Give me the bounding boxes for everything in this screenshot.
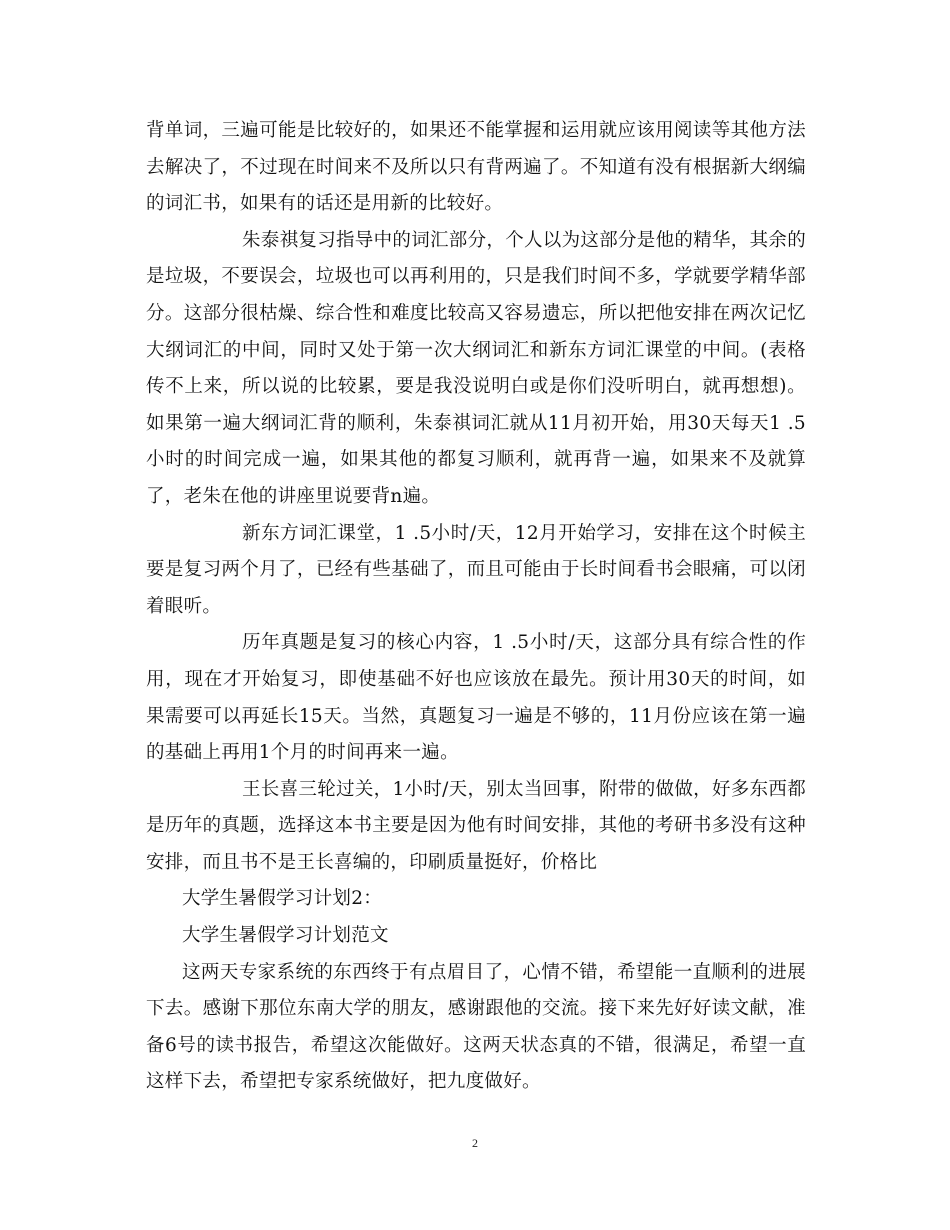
paragraph-new-oriental-class: 新东方词汇课堂，1 .5小时/天，12月开始学习，安排在这个时候主要是复习两个月了，已经有些基础了，而且可能由于长时间看书会眼痛，可以闭着眼听。 [146,522,806,617]
paragraph-expert-system-diary: 这两天专家系统的东西终于有点眉目了，心情不错，希望能一直顺利的进展下去。感谢下那位东南大学的朋友，感谢跟他的交流。接下来先好好读文献，准备6号的读书报告，希望这次能做好。这两天状态真的不错，很满足，希望一直这样下去，希望把专家系统做好，把九度做好。 [146,961,806,1093]
paragraph-wang-changxi-book: 王长喜三轮过关，1小时/天，别太当回事，附带的做做，好多东西都是历年的真题，选择这本书主要是因为他有时间安排，其他的考研书多没有这种安排，而且书不是王长喜编的，印刷质量挺好，价格比 [146,778,806,873]
paragraph-zhu-taiqi-vocabulary: 朱泰祺复习指导中的词汇部分，个人以为这部分是他的精华，其余的是垃圾，不要误会，垃圾也可以再利用的，只是我们时间不多，学就要学精华部分。这部分很枯燥、综合性和难度比较高又容易遗忘，所以把他安排在两次记忆大纲词汇的中间，同时又处于第一次大纲词汇和新东方词汇课堂的中间。(表格传不上来，所以说的比较累，要是我没说明白或是你们没听明白，就再想想)。如果第一遍大纲词汇背的顺利，朱泰祺词汇就从11月初开始，用30天每天1 .5小时的时间完成一遍，如果其他的都复习顺利，就再背一遍，如果来不及就算了，老朱在他的讲座里说要背n遍。 [146,229,807,507]
paragraph-past-exam-papers: 历年真题是复习的核心内容，1 .5小时/天，这部分具有综合性的作用，现在才开始复习，即使基础不好也应该放在最先。预计用30天的时间，如果需要可以再延长15天。当然，真题复习一遍是不够的，11月份应该在第一遍的基础上再用1个月的时间再来一遍。 [146,632,806,764]
document-body [146,113,806,1101]
page-number: 2 [472,1136,478,1150]
paragraph-vocabulary-method: 背单词，三遍可能是比较好的，如果还不能掌握和运用就应该用阅读等其他方法去解决了，不过现在时间来不及所以只有背两遍了。不知道有没有根据新大纲编的词汇书，如果有的话还是用新的比较好。 [146,120,806,215]
section-heading-plan-example: 大学生暑假学习计划范文 [182,925,389,947]
section-heading-plan-2: 大学生暑假学习计划2： [182,888,383,910]
